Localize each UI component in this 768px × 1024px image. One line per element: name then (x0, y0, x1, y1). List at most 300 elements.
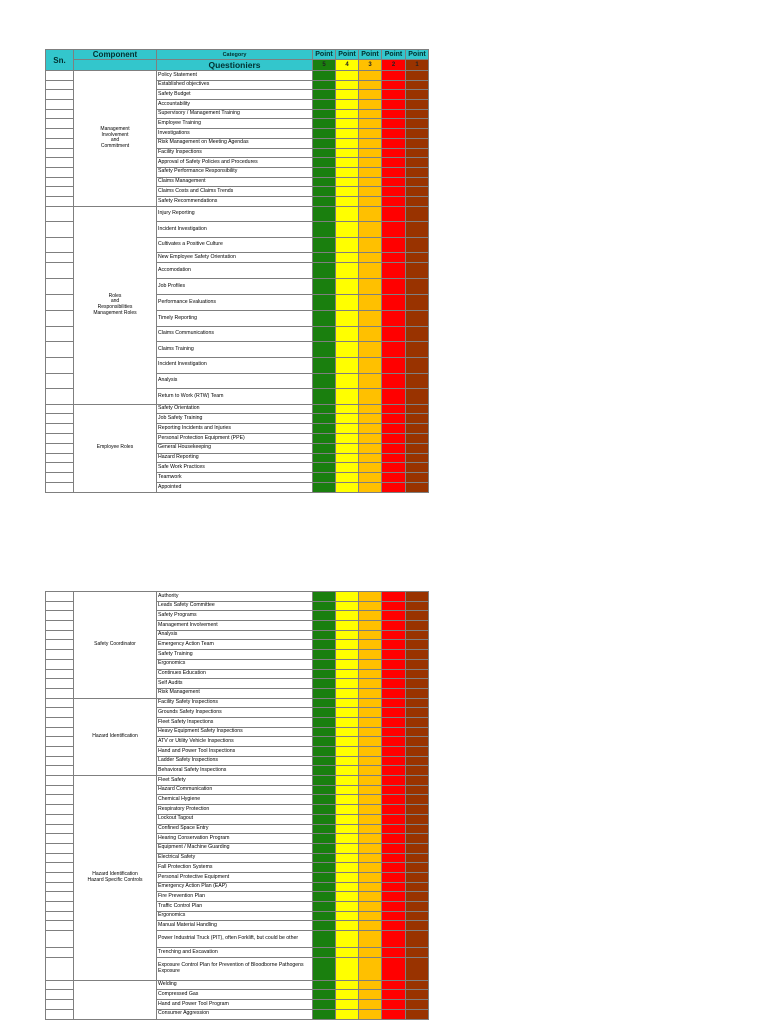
score-cell-3[interactable] (359, 592, 382, 602)
score-cell-5[interactable] (313, 824, 336, 834)
sn-cell[interactable] (46, 342, 74, 358)
score-cell-5[interactable] (313, 688, 336, 698)
sn-cell[interactable] (46, 601, 74, 611)
score-cell-4[interactable] (336, 109, 359, 119)
score-cell-4[interactable] (336, 389, 359, 405)
sn-cell[interactable] (46, 756, 74, 766)
score-cell-2[interactable] (382, 980, 406, 990)
score-cell-2[interactable] (382, 424, 406, 434)
score-cell-1[interactable] (406, 206, 429, 222)
sn-cell[interactable] (46, 90, 74, 100)
score-cell-3[interactable] (359, 688, 382, 698)
score-cell-1[interactable] (406, 119, 429, 129)
score-cell-3[interactable] (359, 776, 382, 786)
score-cell-4[interactable] (336, 931, 359, 948)
score-cell-3[interactable] (359, 902, 382, 912)
score-cell-3[interactable] (359, 453, 382, 463)
score-cell-5[interactable] (313, 948, 336, 958)
sn-cell[interactable] (46, 795, 74, 805)
score-cell-5[interactable] (313, 785, 336, 795)
score-cell-5[interactable] (313, 592, 336, 602)
sn-cell[interactable] (46, 237, 74, 253)
score-cell-1[interactable] (406, 611, 429, 621)
score-cell-3[interactable] (359, 630, 382, 640)
sn-cell[interactable] (46, 669, 74, 679)
score-cell-5[interactable] (313, 138, 336, 148)
score-cell-5[interactable] (313, 843, 336, 853)
score-cell-4[interactable] (336, 990, 359, 1000)
score-cell-4[interactable] (336, 187, 359, 197)
score-cell-2[interactable] (382, 109, 406, 119)
score-cell-1[interactable] (406, 679, 429, 689)
score-cell-1[interactable] (406, 621, 429, 631)
score-cell-1[interactable] (406, 129, 429, 139)
score-cell-2[interactable] (382, 688, 406, 698)
score-cell-3[interactable] (359, 853, 382, 863)
score-cell-3[interactable] (359, 373, 382, 389)
score-cell-1[interactable] (406, 747, 429, 757)
score-cell-5[interactable] (313, 295, 336, 311)
score-cell-1[interactable] (406, 100, 429, 110)
score-cell-5[interactable] (313, 756, 336, 766)
sn-cell[interactable] (46, 592, 74, 602)
score-cell-4[interactable] (336, 621, 359, 631)
score-cell-2[interactable] (382, 473, 406, 483)
score-cell-4[interactable] (336, 921, 359, 931)
score-cell-4[interactable] (336, 263, 359, 279)
score-cell-4[interactable] (336, 957, 359, 980)
score-cell-5[interactable] (313, 326, 336, 342)
score-cell-3[interactable] (359, 1000, 382, 1010)
sn-cell[interactable] (46, 404, 74, 414)
score-cell-3[interactable] (359, 206, 382, 222)
score-cell-3[interactable] (359, 611, 382, 621)
score-cell-2[interactable] (382, 453, 406, 463)
score-cell-1[interactable] (406, 80, 429, 90)
score-cell-1[interactable] (406, 237, 429, 253)
sn-cell[interactable] (46, 463, 74, 473)
score-cell-4[interactable] (336, 463, 359, 473)
score-cell-2[interactable] (382, 814, 406, 824)
score-cell-5[interactable] (313, 373, 336, 389)
score-cell-5[interactable] (313, 71, 336, 81)
score-cell-3[interactable] (359, 921, 382, 931)
score-cell-1[interactable] (406, 601, 429, 611)
sn-cell[interactable] (46, 311, 74, 327)
score-cell-1[interactable] (406, 311, 429, 327)
score-cell-4[interactable] (336, 158, 359, 168)
score-cell-5[interactable] (313, 311, 336, 327)
sn-cell[interactable] (46, 766, 74, 776)
score-cell-1[interactable] (406, 463, 429, 473)
score-cell-1[interactable] (406, 863, 429, 873)
score-cell-2[interactable] (382, 237, 406, 253)
score-cell-4[interactable] (336, 669, 359, 679)
score-cell-5[interactable] (313, 443, 336, 453)
score-cell-3[interactable] (359, 263, 382, 279)
score-cell-3[interactable] (359, 463, 382, 473)
score-cell-5[interactable] (313, 766, 336, 776)
score-cell-2[interactable] (382, 80, 406, 90)
score-cell-1[interactable] (406, 669, 429, 679)
score-cell-5[interactable] (313, 737, 336, 747)
score-cell-1[interactable] (406, 640, 429, 650)
score-cell-5[interactable] (313, 601, 336, 611)
score-cell-5[interactable] (313, 795, 336, 805)
sn-cell[interactable] (46, 222, 74, 238)
score-cell-4[interactable] (336, 71, 359, 81)
score-cell-3[interactable] (359, 357, 382, 373)
score-cell-3[interactable] (359, 990, 382, 1000)
score-cell-4[interactable] (336, 443, 359, 453)
sn-cell[interactable] (46, 167, 74, 177)
score-cell-5[interactable] (313, 237, 336, 253)
score-cell-4[interactable] (336, 853, 359, 863)
sn-cell[interactable] (46, 640, 74, 650)
score-cell-2[interactable] (382, 611, 406, 621)
sn-cell[interactable] (46, 148, 74, 158)
score-cell-5[interactable] (313, 931, 336, 948)
score-cell-3[interactable] (359, 892, 382, 902)
score-cell-5[interactable] (313, 630, 336, 640)
score-cell-5[interactable] (313, 805, 336, 815)
score-cell-1[interactable] (406, 948, 429, 958)
score-cell-2[interactable] (382, 342, 406, 358)
score-cell-5[interactable] (313, 957, 336, 980)
score-cell-4[interactable] (336, 80, 359, 90)
score-cell-1[interactable] (406, 342, 429, 358)
score-cell-4[interactable] (336, 404, 359, 414)
score-cell-3[interactable] (359, 834, 382, 844)
score-cell-4[interactable] (336, 717, 359, 727)
score-cell-1[interactable] (406, 766, 429, 776)
sn-cell[interactable] (46, 659, 74, 669)
score-cell-3[interactable] (359, 708, 382, 718)
score-cell-2[interactable] (382, 483, 406, 493)
score-cell-5[interactable] (313, 148, 336, 158)
score-cell-2[interactable] (382, 669, 406, 679)
score-cell-2[interactable] (382, 872, 406, 882)
score-cell-2[interactable] (382, 776, 406, 786)
sn-cell[interactable] (46, 805, 74, 815)
score-cell-3[interactable] (359, 167, 382, 177)
score-cell-2[interactable] (382, 1000, 406, 1010)
score-cell-1[interactable] (406, 279, 429, 295)
sn-cell[interactable] (46, 443, 74, 453)
score-cell-3[interactable] (359, 785, 382, 795)
score-cell-2[interactable] (382, 253, 406, 263)
score-cell-1[interactable] (406, 483, 429, 493)
score-cell-4[interactable] (336, 824, 359, 834)
score-cell-2[interactable] (382, 167, 406, 177)
sn-cell[interactable] (46, 373, 74, 389)
score-cell-4[interactable] (336, 785, 359, 795)
score-cell-2[interactable] (382, 158, 406, 168)
score-cell-4[interactable] (336, 424, 359, 434)
score-cell-5[interactable] (313, 279, 336, 295)
score-cell-3[interactable] (359, 237, 382, 253)
sn-cell[interactable] (46, 843, 74, 853)
score-cell-1[interactable] (406, 148, 429, 158)
score-cell-3[interactable] (359, 177, 382, 187)
score-cell-5[interactable] (313, 357, 336, 373)
sn-cell[interactable] (46, 990, 74, 1000)
score-cell-4[interactable] (336, 253, 359, 263)
score-cell-4[interactable] (336, 1000, 359, 1010)
score-cell-1[interactable] (406, 138, 429, 148)
score-cell-2[interactable] (382, 785, 406, 795)
score-cell-1[interactable] (406, 824, 429, 834)
score-cell-3[interactable] (359, 443, 382, 453)
score-cell-2[interactable] (382, 601, 406, 611)
score-cell-4[interactable] (336, 659, 359, 669)
score-cell-2[interactable] (382, 756, 406, 766)
sn-cell[interactable] (46, 708, 74, 718)
score-cell-2[interactable] (382, 931, 406, 948)
score-cell-2[interactable] (382, 389, 406, 405)
score-cell-2[interactable] (382, 834, 406, 844)
sn-cell[interactable] (46, 650, 74, 660)
score-cell-5[interactable] (313, 187, 336, 197)
score-cell-5[interactable] (313, 453, 336, 463)
score-cell-3[interactable] (359, 805, 382, 815)
score-cell-5[interactable] (313, 814, 336, 824)
score-cell-1[interactable] (406, 776, 429, 786)
score-cell-4[interactable] (336, 650, 359, 660)
score-cell-4[interactable] (336, 90, 359, 100)
score-cell-2[interactable] (382, 747, 406, 757)
score-cell-1[interactable] (406, 737, 429, 747)
score-cell-2[interactable] (382, 911, 406, 921)
score-cell-4[interactable] (336, 196, 359, 206)
sn-cell[interactable] (46, 1000, 74, 1010)
score-cell-5[interactable] (313, 990, 336, 1000)
score-cell-3[interactable] (359, 957, 382, 980)
score-cell-4[interactable] (336, 342, 359, 358)
score-cell-2[interactable] (382, 727, 406, 737)
score-cell-5[interactable] (313, 263, 336, 279)
score-cell-4[interactable] (336, 776, 359, 786)
score-cell-3[interactable] (359, 824, 382, 834)
score-cell-4[interactable] (336, 756, 359, 766)
score-cell-2[interactable] (382, 863, 406, 873)
score-cell-4[interactable] (336, 473, 359, 483)
score-cell-3[interactable] (359, 253, 382, 263)
score-cell-2[interactable] (382, 795, 406, 805)
score-cell-2[interactable] (382, 90, 406, 100)
score-cell-1[interactable] (406, 373, 429, 389)
score-cell-1[interactable] (406, 756, 429, 766)
sn-cell[interactable] (46, 326, 74, 342)
score-cell-1[interactable] (406, 473, 429, 483)
score-cell-3[interactable] (359, 931, 382, 948)
score-cell-3[interactable] (359, 80, 382, 90)
score-cell-4[interactable] (336, 892, 359, 902)
score-cell-2[interactable] (382, 148, 406, 158)
sn-cell[interactable] (46, 187, 74, 197)
score-cell-5[interactable] (313, 463, 336, 473)
score-cell-3[interactable] (359, 196, 382, 206)
score-cell-3[interactable] (359, 621, 382, 631)
sn-cell[interactable] (46, 824, 74, 834)
sn-cell[interactable] (46, 980, 74, 990)
score-cell-1[interactable] (406, 931, 429, 948)
score-cell-3[interactable] (359, 90, 382, 100)
score-cell-4[interactable] (336, 843, 359, 853)
score-cell-2[interactable] (382, 222, 406, 238)
score-cell-2[interactable] (382, 138, 406, 148)
score-cell-5[interactable] (313, 698, 336, 708)
score-cell-3[interactable] (359, 148, 382, 158)
score-cell-3[interactable] (359, 187, 382, 197)
score-cell-2[interactable] (382, 824, 406, 834)
score-cell-5[interactable] (313, 80, 336, 90)
score-cell-2[interactable] (382, 357, 406, 373)
score-cell-2[interactable] (382, 373, 406, 389)
sn-cell[interactable] (46, 834, 74, 844)
score-cell-2[interactable] (382, 263, 406, 279)
score-cell-2[interactable] (382, 698, 406, 708)
score-cell-2[interactable] (382, 650, 406, 660)
score-cell-4[interactable] (336, 1009, 359, 1019)
sn-cell[interactable] (46, 814, 74, 824)
score-cell-4[interactable] (336, 177, 359, 187)
score-cell-4[interactable] (336, 872, 359, 882)
score-cell-1[interactable] (406, 167, 429, 177)
score-cell-1[interactable] (406, 911, 429, 921)
sn-cell[interactable] (46, 71, 74, 81)
score-cell-1[interactable] (406, 404, 429, 414)
score-cell-2[interactable] (382, 708, 406, 718)
score-cell-5[interactable] (313, 424, 336, 434)
score-cell-5[interactable] (313, 679, 336, 689)
score-cell-5[interactable] (313, 119, 336, 129)
score-cell-3[interactable] (359, 129, 382, 139)
score-cell-3[interactable] (359, 863, 382, 873)
sn-cell[interactable] (46, 630, 74, 640)
score-cell-2[interactable] (382, 630, 406, 640)
score-cell-1[interactable] (406, 424, 429, 434)
sn-cell[interactable] (46, 263, 74, 279)
sn-cell[interactable] (46, 737, 74, 747)
score-cell-5[interactable] (313, 621, 336, 631)
score-cell-4[interactable] (336, 453, 359, 463)
score-cell-2[interactable] (382, 766, 406, 776)
score-cell-1[interactable] (406, 843, 429, 853)
score-cell-2[interactable] (382, 311, 406, 327)
score-cell-3[interactable] (359, 483, 382, 493)
sn-cell[interactable] (46, 253, 74, 263)
score-cell-2[interactable] (382, 990, 406, 1000)
score-cell-3[interactable] (359, 326, 382, 342)
score-cell-3[interactable] (359, 659, 382, 669)
score-cell-5[interactable] (313, 902, 336, 912)
score-cell-5[interactable] (313, 342, 336, 358)
score-cell-2[interactable] (382, 404, 406, 414)
score-cell-3[interactable] (359, 717, 382, 727)
score-cell-3[interactable] (359, 843, 382, 853)
score-cell-5[interactable] (313, 473, 336, 483)
score-cell-2[interactable] (382, 717, 406, 727)
score-cell-1[interactable] (406, 71, 429, 81)
sn-cell[interactable] (46, 206, 74, 222)
score-cell-1[interactable] (406, 222, 429, 238)
sn-cell[interactable] (46, 785, 74, 795)
sn-cell[interactable] (46, 611, 74, 621)
score-cell-3[interactable] (359, 679, 382, 689)
sn-cell[interactable] (46, 948, 74, 958)
score-cell-3[interactable] (359, 727, 382, 737)
score-cell-2[interactable] (382, 679, 406, 689)
score-cell-5[interactable] (313, 1000, 336, 1010)
score-cell-1[interactable] (406, 957, 429, 980)
score-cell-1[interactable] (406, 805, 429, 815)
score-cell-2[interactable] (382, 129, 406, 139)
score-cell-5[interactable] (313, 650, 336, 660)
score-cell-1[interactable] (406, 90, 429, 100)
score-cell-3[interactable] (359, 737, 382, 747)
score-cell-2[interactable] (382, 902, 406, 912)
score-cell-2[interactable] (382, 443, 406, 453)
score-cell-3[interactable] (359, 109, 382, 119)
score-cell-4[interactable] (336, 708, 359, 718)
score-cell-5[interactable] (313, 1009, 336, 1019)
score-cell-5[interactable] (313, 177, 336, 187)
score-cell-2[interactable] (382, 892, 406, 902)
sn-cell[interactable] (46, 688, 74, 698)
sn-cell[interactable] (46, 621, 74, 631)
sn-cell[interactable] (46, 109, 74, 119)
score-cell-1[interactable] (406, 630, 429, 640)
score-cell-4[interactable] (336, 679, 359, 689)
score-cell-1[interactable] (406, 414, 429, 424)
score-cell-1[interactable] (406, 659, 429, 669)
sn-cell[interactable] (46, 1009, 74, 1019)
score-cell-5[interactable] (313, 872, 336, 882)
score-cell-1[interactable] (406, 882, 429, 892)
score-cell-2[interactable] (382, 853, 406, 863)
sn-cell[interactable] (46, 892, 74, 902)
score-cell-5[interactable] (313, 196, 336, 206)
score-cell-5[interactable] (313, 158, 336, 168)
score-cell-4[interactable] (336, 483, 359, 493)
score-cell-2[interactable] (382, 1009, 406, 1019)
sn-cell[interactable] (46, 698, 74, 708)
score-cell-1[interactable] (406, 727, 429, 737)
score-cell-3[interactable] (359, 389, 382, 405)
sn-cell[interactable] (46, 931, 74, 948)
score-cell-1[interactable] (406, 187, 429, 197)
score-cell-5[interactable] (313, 717, 336, 727)
sn-cell[interactable] (46, 196, 74, 206)
score-cell-2[interactable] (382, 659, 406, 669)
score-cell-4[interactable] (336, 766, 359, 776)
sn-cell[interactable] (46, 882, 74, 892)
score-cell-3[interactable] (359, 473, 382, 483)
score-cell-5[interactable] (313, 659, 336, 669)
score-cell-5[interactable] (313, 483, 336, 493)
sn-cell[interactable] (46, 483, 74, 493)
score-cell-2[interactable] (382, 187, 406, 197)
score-cell-4[interactable] (336, 902, 359, 912)
score-cell-4[interactable] (336, 295, 359, 311)
score-cell-2[interactable] (382, 434, 406, 444)
score-cell-3[interactable] (359, 948, 382, 958)
sn-cell[interactable] (46, 434, 74, 444)
score-cell-2[interactable] (382, 279, 406, 295)
sn-cell[interactable] (46, 389, 74, 405)
score-cell-4[interactable] (336, 357, 359, 373)
